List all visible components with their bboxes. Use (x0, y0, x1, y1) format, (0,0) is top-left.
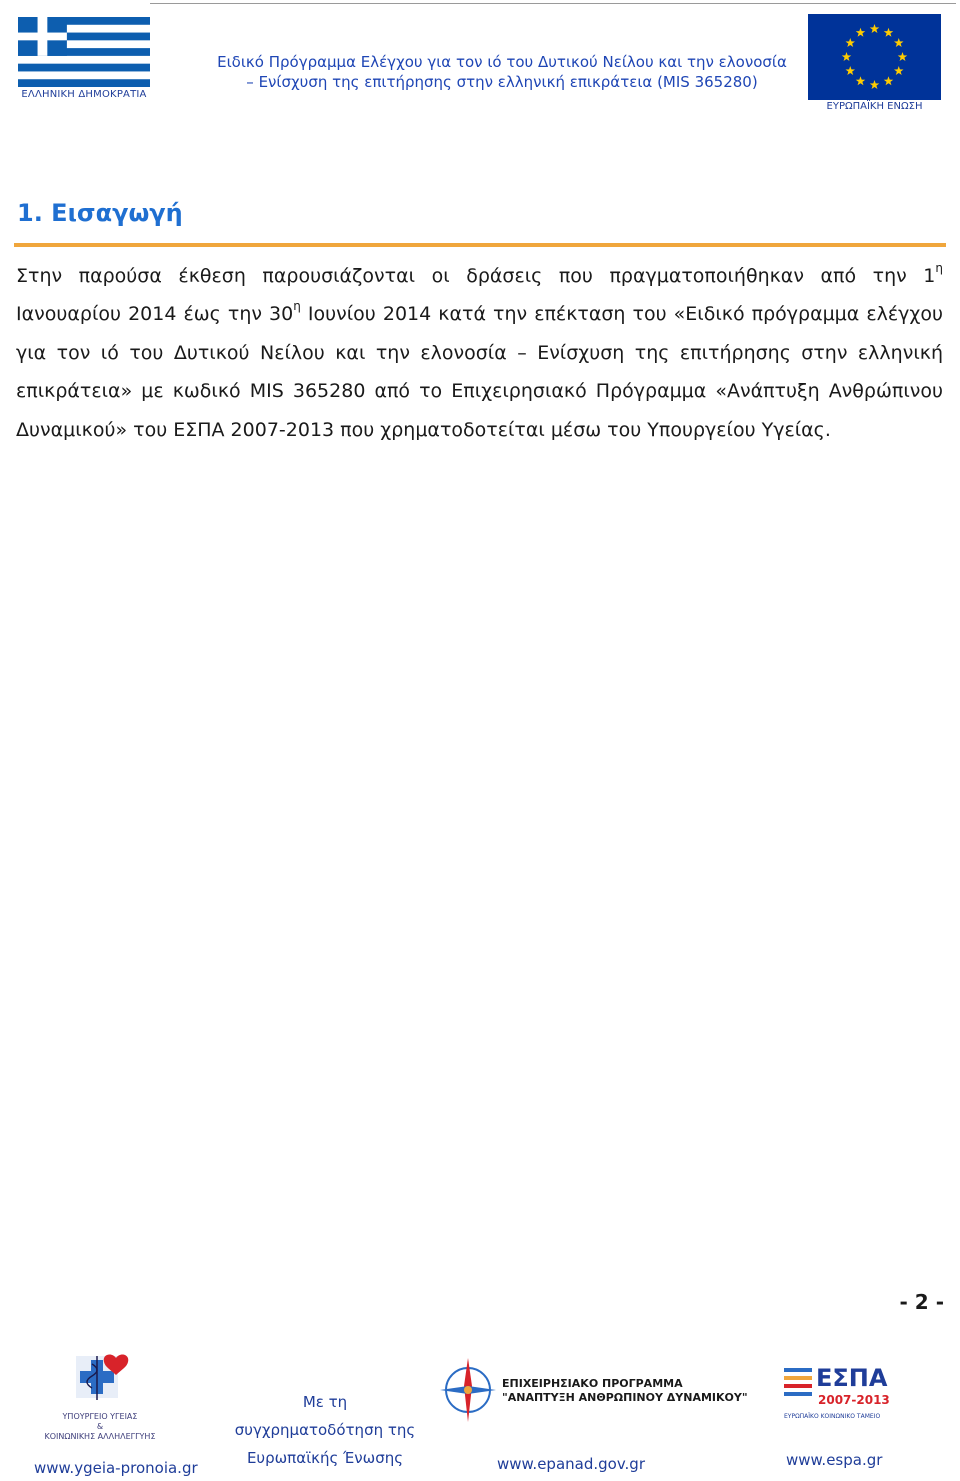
ministry-url-link[interactable]: www.ygeia-pronoia.gr (34, 1459, 198, 1477)
paragraph-part-1: Στην παρούσα έκθεση παρουσιάζονται οι δράσεις που πραγματοποιήθηκαν από την 1 (16, 265, 936, 287)
top-border-line (150, 3, 956, 4)
ministry-caption-line-1: ΥΠΟΥΡΓΕΙΟ ΥΓΕΙΑΣ (62, 1412, 138, 1421)
cofunding-statement (230, 1388, 420, 1472)
ordinal-superscript-1: η (935, 261, 943, 275)
cofund-line-1: Με τη (302, 1393, 348, 1411)
ordinal-superscript-2: η (293, 299, 301, 314)
page-number: - 2 - (899, 1290, 944, 1314)
espa-logo-icon (782, 1356, 888, 1424)
espa-logo-years: 2007-2013 (818, 1393, 890, 1407)
paragraph-part-3: Ιουνίου 2014 κατά την επέκταση του «Ειδικό πρόγραμμα ελέγχου για τον ιό του Δυτικού Νείλου και την ελονοσία – Ενίσχυση της επιτήρησης στην ελληνική επικράτεια» με κωδικό MIS 365280 από το Επιχειρησιακό Πρόγραμμα «Ανάπτυξη Ανθρώπινου Δυναμικού» του ΕΣΠΑ 2007-2013 που χρηματοδοτείται μέσω του Υπουργείου Υγείας. (16, 303, 943, 441)
greek-flag-caption: ΕΛΛΗΝΙΚΗ ΔΗΜΟΚΡΑΤΙΑ (21, 89, 147, 100)
ministry-caption-line-2: & (96, 1422, 104, 1431)
ministry-caption (30, 1412, 170, 1442)
eu-flag-caption: ΕΥΡΩΠΑΪΚΗ ΕΝΩΣΗ (826, 101, 923, 112)
section-divider (14, 243, 946, 247)
ministry-caption-line-3: ΚΟΙΝΩΝΙΚΗΣ ΑΛΛΗΛΕΓΓΥΗΣ (44, 1432, 156, 1441)
header-line-1: Ειδικό Πρόγραμμα Ελέγχου για τον ιό του Δυτικού Νείλου και την ελονοσία (217, 53, 787, 71)
paragraph-part-2: Ιανουαρίου 2014 έως την 30 (16, 303, 294, 326)
header-line-2: – Ενίσχυση της επιτήρησης στην ελληνική επικράτεια (MIS 365280) (246, 73, 758, 91)
intro-paragraph (16, 257, 943, 449)
epanad-title-line-2: "ΑΝΑΠΤΥΞΗ ΑΝΘΡΩΠΙΝΟΥ ΔΥΝΑΜΙΚΟΥ" (502, 1391, 748, 1404)
greek-flag-icon (18, 17, 150, 87)
epanad-logo-icon (440, 1354, 748, 1428)
espa-url-link[interactable]: www.espa.gr (786, 1451, 883, 1469)
epanad-url-link[interactable]: www.epanad.gov.gr (497, 1455, 645, 1473)
document-header (150, 52, 854, 92)
section-title: 1. Εισαγωγή (17, 199, 183, 227)
cofund-line-2: συγχρηματοδότηση της (234, 1421, 416, 1439)
epanad-title-line-1: ΕΠΙΧΕΙΡΗΣΙΑΚΟ ΠΡΟΓΡΑΜΜΑ (502, 1377, 683, 1390)
espa-logo-text: ΕΣΠΑ (816, 1364, 888, 1392)
espa-logo-caption: ΕΥΡΩΠΑΪΚΟ ΚΟΙΝΩΝΙΚΟ ΤΑΜΕΙΟ (784, 1413, 881, 1420)
cofund-line-3: Ευρωπαϊκής Ένωσης (246, 1449, 404, 1467)
eu-flag-icon (808, 14, 941, 100)
